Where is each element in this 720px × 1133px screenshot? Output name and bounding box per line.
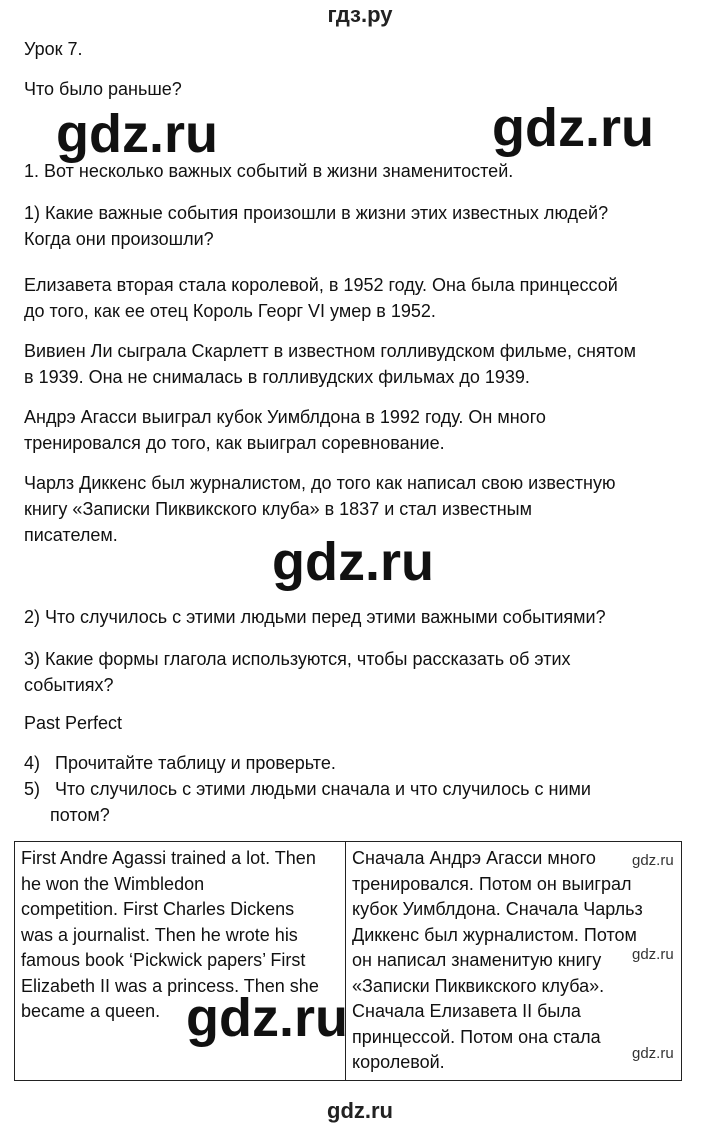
list-item-4 xyxy=(24,750,336,776)
list-item-5-line-1 xyxy=(24,776,591,802)
question-3-line-1: 3) Какие формы глагола используются, чтобы рассказать об этих xyxy=(24,649,571,669)
list-text: Что случилось с этими людьми сначала и что случилось с ними xyxy=(55,779,591,799)
watermark-small-1: gdz.ru xyxy=(632,852,674,869)
russian-line: «Записки Пиквикского клуба». xyxy=(352,975,605,996)
watermark-table: gdz.ru xyxy=(186,988,348,1048)
question-2: 2) Что случилось с этими людьми перед этими важными событиями? xyxy=(24,607,606,627)
list-item-5-line-2: потом? xyxy=(50,805,110,825)
list-number: 4) xyxy=(24,753,41,773)
english-line: he won the Wimbledon xyxy=(21,873,205,894)
paragraph-dickens-line-2: книгу «Записки Пиквикского клуба» в 1837 и стал известным xyxy=(24,499,532,519)
english-line: Elizabeth II was a princess. Then she xyxy=(21,975,319,996)
russian-line: принцессой. Потом она стала xyxy=(352,1026,601,1047)
paragraph-dickens-line-3: писателем. xyxy=(24,525,118,545)
russian-line: кубок Уимблдона. Сначала Чарльз xyxy=(352,899,643,919)
question-1-line-1: 1) Какие важные события произошли в жизни этих известных людей? xyxy=(24,203,609,223)
watermark-small-2: gdz.ru xyxy=(632,946,674,963)
paragraph-elizabeth-line-2: до того, как ее отец Король Георг VI умер в 1952. xyxy=(24,301,436,321)
russian-line: Сначала Андрэ Агасси много xyxy=(352,848,596,868)
watermark-left: gdz.ru xyxy=(56,104,218,164)
russian-line: Сначала Елизавета II была xyxy=(352,1001,581,1021)
question-1-line-2: Когда они произошли? xyxy=(24,229,214,249)
watermark-right: gdz.ru xyxy=(492,98,654,158)
answer-table xyxy=(14,841,682,1081)
task-1-heading: 1. Вот несколько важных событий в жизни знаменитостей. xyxy=(24,161,514,181)
russian-line: королевой. xyxy=(352,1052,445,1072)
english-line: First Andre Agassi trained a lot. Then xyxy=(21,848,316,868)
watermark-small-3: gdz.ru xyxy=(632,1045,674,1062)
english-line: was a journalist. Then he wrote his xyxy=(21,924,298,945)
english-line: famous book ‘Pickwick papers’ First xyxy=(21,950,306,970)
site-footer: gdz.ru xyxy=(327,1098,393,1123)
answer-past-perfect: Past Perfect xyxy=(24,713,123,733)
lesson-title: Урок 7. xyxy=(24,39,83,59)
paragraph-vivien-line-1: Вивиен Ли сыграла Скарлетт в известном голливудском фильме, снятом xyxy=(24,341,637,361)
list-text: Прочитайте таблицу и проверьте. xyxy=(55,753,336,773)
english-line: competition. First Charles Dickens xyxy=(21,899,295,919)
russian-line: он написал знаменитую книгу xyxy=(352,950,602,970)
russian-line: Диккенс был журналистом. Потом xyxy=(352,924,637,945)
paragraph-agassi-line-1: Андрэ Агасси выиграл кубок Уимблдона в 1992 году. Он много xyxy=(24,407,546,427)
lesson-subtitle: Что было раньше? xyxy=(24,79,182,99)
paragraph-dickens-line-1: Чарлз Диккенс был журналистом, до того как написал свою известную xyxy=(24,473,616,493)
watermark-center: gdz.ru xyxy=(272,532,434,592)
question-3-line-2: событиях? xyxy=(24,675,114,695)
english-line: became a queen. xyxy=(21,1001,161,1021)
paragraph-elizabeth-line-1: Елизавета вторая стала королевой, в 1952 году. Она была принцессой xyxy=(24,275,618,295)
list-number: 5) xyxy=(24,779,41,799)
table-row xyxy=(15,842,682,1081)
russian-line: тренировался. Потом он выиграл xyxy=(352,873,632,894)
site-header: гдз.ру xyxy=(327,2,393,27)
paragraph-vivien-line-2: в 1939. Она не снималась в голливудских фильмах до 1939. xyxy=(24,367,530,387)
paragraph-agassi-line-2: тренировался до того, как выиграл соревнование. xyxy=(24,433,445,453)
